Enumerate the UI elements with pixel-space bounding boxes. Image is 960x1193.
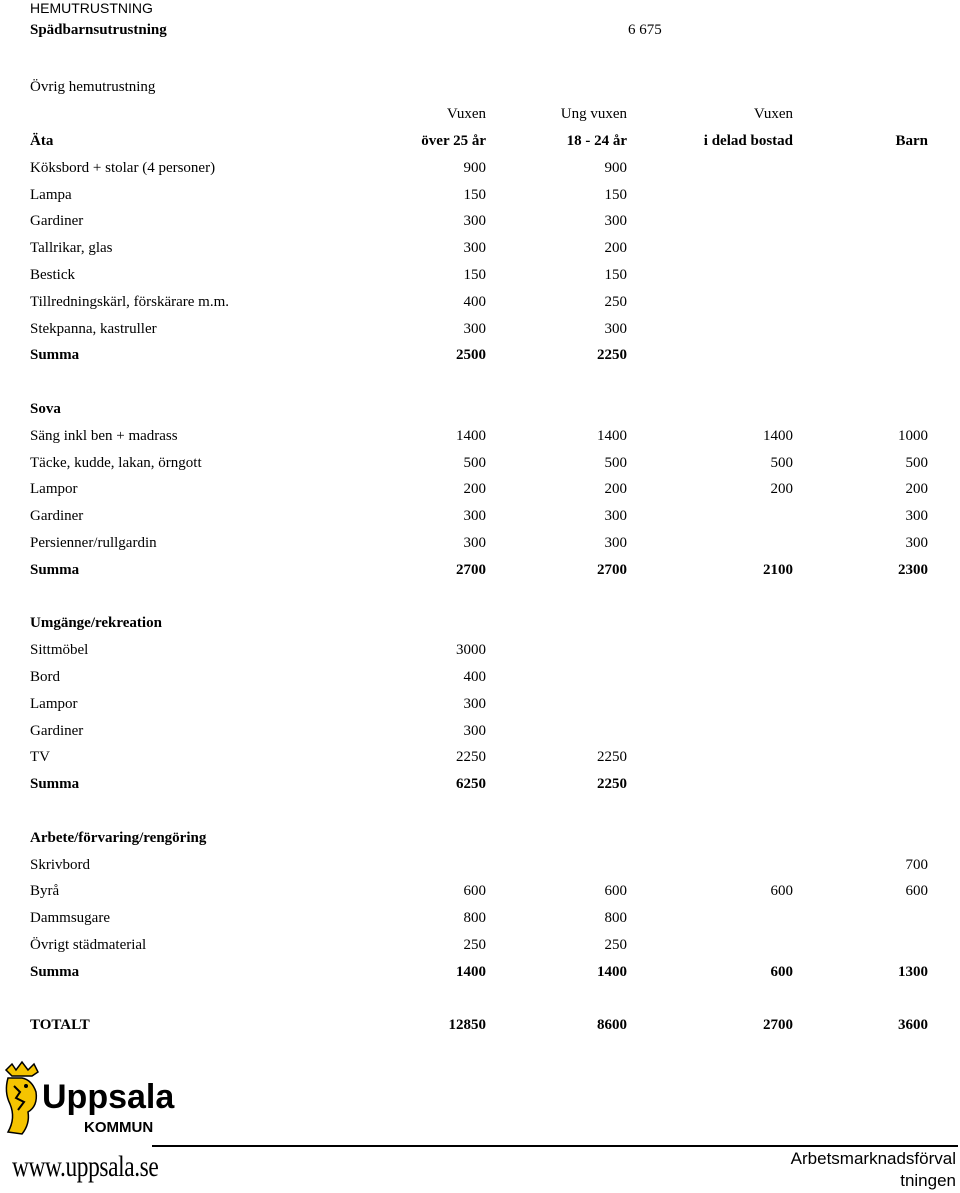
sum-value-v2: 2700 bbox=[597, 562, 627, 578]
logo-kommun-text: KOMMUN bbox=[84, 1119, 154, 1136]
table-row bbox=[0, 423, 960, 450]
item-value-v4: 600 bbox=[905, 883, 928, 899]
item-label: Täcke, kudde, lakan, örngott bbox=[30, 455, 202, 471]
item-value-v3: 600 bbox=[770, 883, 793, 899]
footer-divider bbox=[152, 1145, 958, 1147]
sum-value-v2: 2250 bbox=[597, 347, 627, 363]
item-value-v2: 2250 bbox=[597, 749, 627, 765]
column-header-row-1 bbox=[0, 101, 960, 128]
sum-value-v1: 2500 bbox=[456, 347, 486, 363]
item-value-v4: 200 bbox=[905, 481, 928, 497]
item-value-v2: 150 bbox=[604, 187, 627, 203]
sum-row bbox=[0, 557, 960, 584]
item-label: Säng inkl ben + madrass bbox=[30, 428, 178, 444]
item-value-v2: 500 bbox=[604, 455, 627, 471]
table-row bbox=[0, 503, 960, 530]
item-value-v1: 300 bbox=[463, 240, 486, 256]
item-label: Lampor bbox=[30, 481, 78, 497]
item-label: Gardiner bbox=[30, 213, 84, 229]
item-value-v1: 400 bbox=[463, 294, 486, 310]
col1-header-line1: Vuxen bbox=[446, 106, 486, 122]
sum-value-v3: 600 bbox=[770, 964, 793, 980]
total-row bbox=[0, 1012, 960, 1039]
table-row bbox=[0, 637, 960, 664]
sum-value-v4: 2300 bbox=[898, 562, 928, 578]
section-title: Övrig hemutrustning bbox=[30, 79, 156, 95]
item-label: Övrigt städmaterial bbox=[30, 937, 147, 953]
sum-row bbox=[0, 771, 960, 798]
crown-lion-emblem-icon bbox=[6, 1062, 38, 1134]
item-label: Bord bbox=[30, 669, 60, 685]
item-value-v1: 300 bbox=[463, 696, 486, 712]
total-value-v4: 3600 bbox=[898, 1017, 928, 1033]
item-value-v1: 800 bbox=[463, 910, 486, 926]
item-value-v2: 1400 bbox=[597, 428, 627, 444]
sum-value-v4: 1300 bbox=[898, 964, 928, 980]
item-label: TV bbox=[30, 749, 50, 765]
col4-header-line2: Barn bbox=[895, 133, 928, 149]
item-label: Tillredningskärl, förskärare m.m. bbox=[30, 294, 229, 310]
section-title-row bbox=[0, 74, 960, 101]
table-row bbox=[0, 208, 960, 235]
item-value-v2: 900 bbox=[604, 160, 627, 176]
item-value-v1: 3000 bbox=[456, 642, 486, 658]
table-row bbox=[0, 530, 960, 557]
table-row bbox=[0, 744, 960, 771]
item-value-v1: 200 bbox=[463, 481, 486, 497]
sum-label: Summa bbox=[30, 964, 80, 980]
uppsala-kommun-logo bbox=[2, 1062, 175, 1142]
table-row bbox=[0, 905, 960, 932]
table-row bbox=[0, 450, 960, 477]
section-heading: Sova bbox=[30, 401, 61, 417]
item-value-v1: 900 bbox=[463, 160, 486, 176]
item-value-v2: 200 bbox=[604, 240, 627, 256]
footer-department-line1: Arbetsmarknadsförval bbox=[790, 1149, 956, 1168]
table-row bbox=[0, 182, 960, 209]
sum-value-v1: 2700 bbox=[456, 562, 486, 578]
total-value-v2: 8600 bbox=[597, 1017, 627, 1033]
col2-header-line1: Ung vuxen bbox=[560, 106, 627, 122]
table-row bbox=[0, 289, 960, 316]
table-row bbox=[0, 852, 960, 879]
footer-department bbox=[791, 1148, 956, 1192]
table-row bbox=[0, 262, 960, 289]
item-label: Lampor bbox=[30, 696, 78, 712]
sum-value-v2: 2250 bbox=[597, 776, 627, 792]
item-value-v1: 150 bbox=[463, 187, 486, 203]
item-label: Köksbord + stolar (4 personer) bbox=[30, 160, 216, 176]
table-row bbox=[0, 691, 960, 718]
table-row bbox=[0, 664, 960, 691]
item-label: Gardiner bbox=[30, 723, 84, 739]
sum-value-v2: 1400 bbox=[597, 964, 627, 980]
footer-department-line2: tningen bbox=[900, 1171, 956, 1190]
item-value-v2: 200 bbox=[604, 481, 627, 497]
table-row bbox=[0, 316, 960, 343]
spadbarn-label: Spädbarnsutrustning bbox=[30, 22, 167, 38]
table-row bbox=[0, 235, 960, 262]
table-row bbox=[0, 878, 960, 905]
item-value-v1: 500 bbox=[463, 455, 486, 471]
item-label: Gardiner bbox=[30, 508, 84, 524]
item-value-v3: 500 bbox=[770, 455, 793, 471]
item-label: Skrivbord bbox=[30, 857, 90, 873]
item-value-v2: 250 bbox=[604, 294, 627, 310]
item-label: Dammsugare bbox=[30, 910, 110, 926]
item-value-v1: 2250 bbox=[456, 749, 486, 765]
item-label: Byrå bbox=[30, 883, 60, 899]
item-value-v2: 300 bbox=[604, 213, 627, 229]
item-value-v2: 800 bbox=[604, 910, 627, 926]
item-value-v2: 300 bbox=[604, 535, 627, 551]
item-label: Sittmöbel bbox=[30, 642, 89, 658]
column-header-row-2 bbox=[0, 128, 960, 155]
sum-label: Summa bbox=[30, 347, 80, 363]
table-row bbox=[0, 718, 960, 745]
table-row bbox=[0, 932, 960, 959]
col1-header-line2: över 25 år bbox=[421, 133, 486, 149]
item-value-v3: 1400 bbox=[763, 428, 793, 444]
item-value-v4: 300 bbox=[905, 508, 928, 524]
item-label: Lampa bbox=[30, 187, 72, 203]
item-value-v4: 700 bbox=[905, 857, 928, 873]
item-value-v4: 300 bbox=[905, 535, 928, 551]
item-label: Stekpanna, kastruller bbox=[30, 321, 157, 337]
table-row bbox=[0, 155, 960, 182]
section-heading: Äta bbox=[30, 133, 54, 149]
sum-label: Summa bbox=[30, 562, 80, 578]
document-heading-truncated: HEMUTRUSTNING bbox=[30, 0, 153, 16]
item-value-v2: 250 bbox=[604, 937, 627, 953]
total-label: TOTALT bbox=[30, 1017, 90, 1033]
col3-header-line1: Vuxen bbox=[753, 106, 793, 122]
table-row bbox=[0, 476, 960, 503]
sum-value-v3: 2100 bbox=[763, 562, 793, 578]
item-value-v1: 600 bbox=[463, 883, 486, 899]
col2-header-line2: 18 - 24 år bbox=[566, 133, 627, 149]
item-label: Tallrikar, glas bbox=[30, 240, 113, 256]
sum-row bbox=[0, 342, 960, 369]
footer-url[interactable]: www.uppsala.se bbox=[12, 1150, 159, 1183]
item-value-v2: 300 bbox=[604, 508, 627, 524]
sum-label: Summa bbox=[30, 776, 80, 792]
spadbarn-value: 6 675 bbox=[628, 22, 662, 38]
section-heading-row bbox=[0, 610, 960, 637]
item-value-v2: 150 bbox=[604, 267, 627, 283]
item-value-v2: 300 bbox=[604, 321, 627, 337]
item-value-v1: 1400 bbox=[456, 428, 486, 444]
item-value-v1: 300 bbox=[463, 723, 486, 739]
item-value-v1: 250 bbox=[463, 937, 486, 953]
section-heading-row bbox=[0, 825, 960, 852]
item-value-v1: 400 bbox=[463, 669, 486, 685]
item-value-v4: 1000 bbox=[898, 428, 928, 444]
total-value-v1: 12850 bbox=[448, 1017, 486, 1033]
item-value-v4: 500 bbox=[905, 455, 928, 471]
item-label: Persienner/rullgardin bbox=[30, 535, 157, 551]
logo-uppsala-text: Uppsala bbox=[42, 1078, 175, 1116]
item-value-v1: 300 bbox=[463, 508, 486, 524]
col3-header-line2: i delad bostad bbox=[703, 133, 793, 149]
sum-value-v1: 1400 bbox=[456, 964, 486, 980]
item-value-v1: 300 bbox=[463, 213, 486, 229]
item-value-v2: 600 bbox=[604, 883, 627, 899]
sum-row bbox=[0, 959, 960, 986]
item-label: Bestick bbox=[30, 267, 75, 283]
item-value-v1: 300 bbox=[463, 321, 486, 337]
section-heading: Umgänge/rekreation bbox=[30, 615, 162, 631]
total-value-v3: 2700 bbox=[763, 1017, 793, 1033]
sum-value-v1: 6250 bbox=[456, 776, 486, 792]
item-value-v3: 200 bbox=[770, 481, 793, 497]
item-value-v1: 300 bbox=[463, 535, 486, 551]
section-heading-row bbox=[0, 396, 960, 423]
item-value-v1: 150 bbox=[463, 267, 486, 283]
section-heading: Arbete/förvaring/rengöring bbox=[30, 830, 207, 846]
